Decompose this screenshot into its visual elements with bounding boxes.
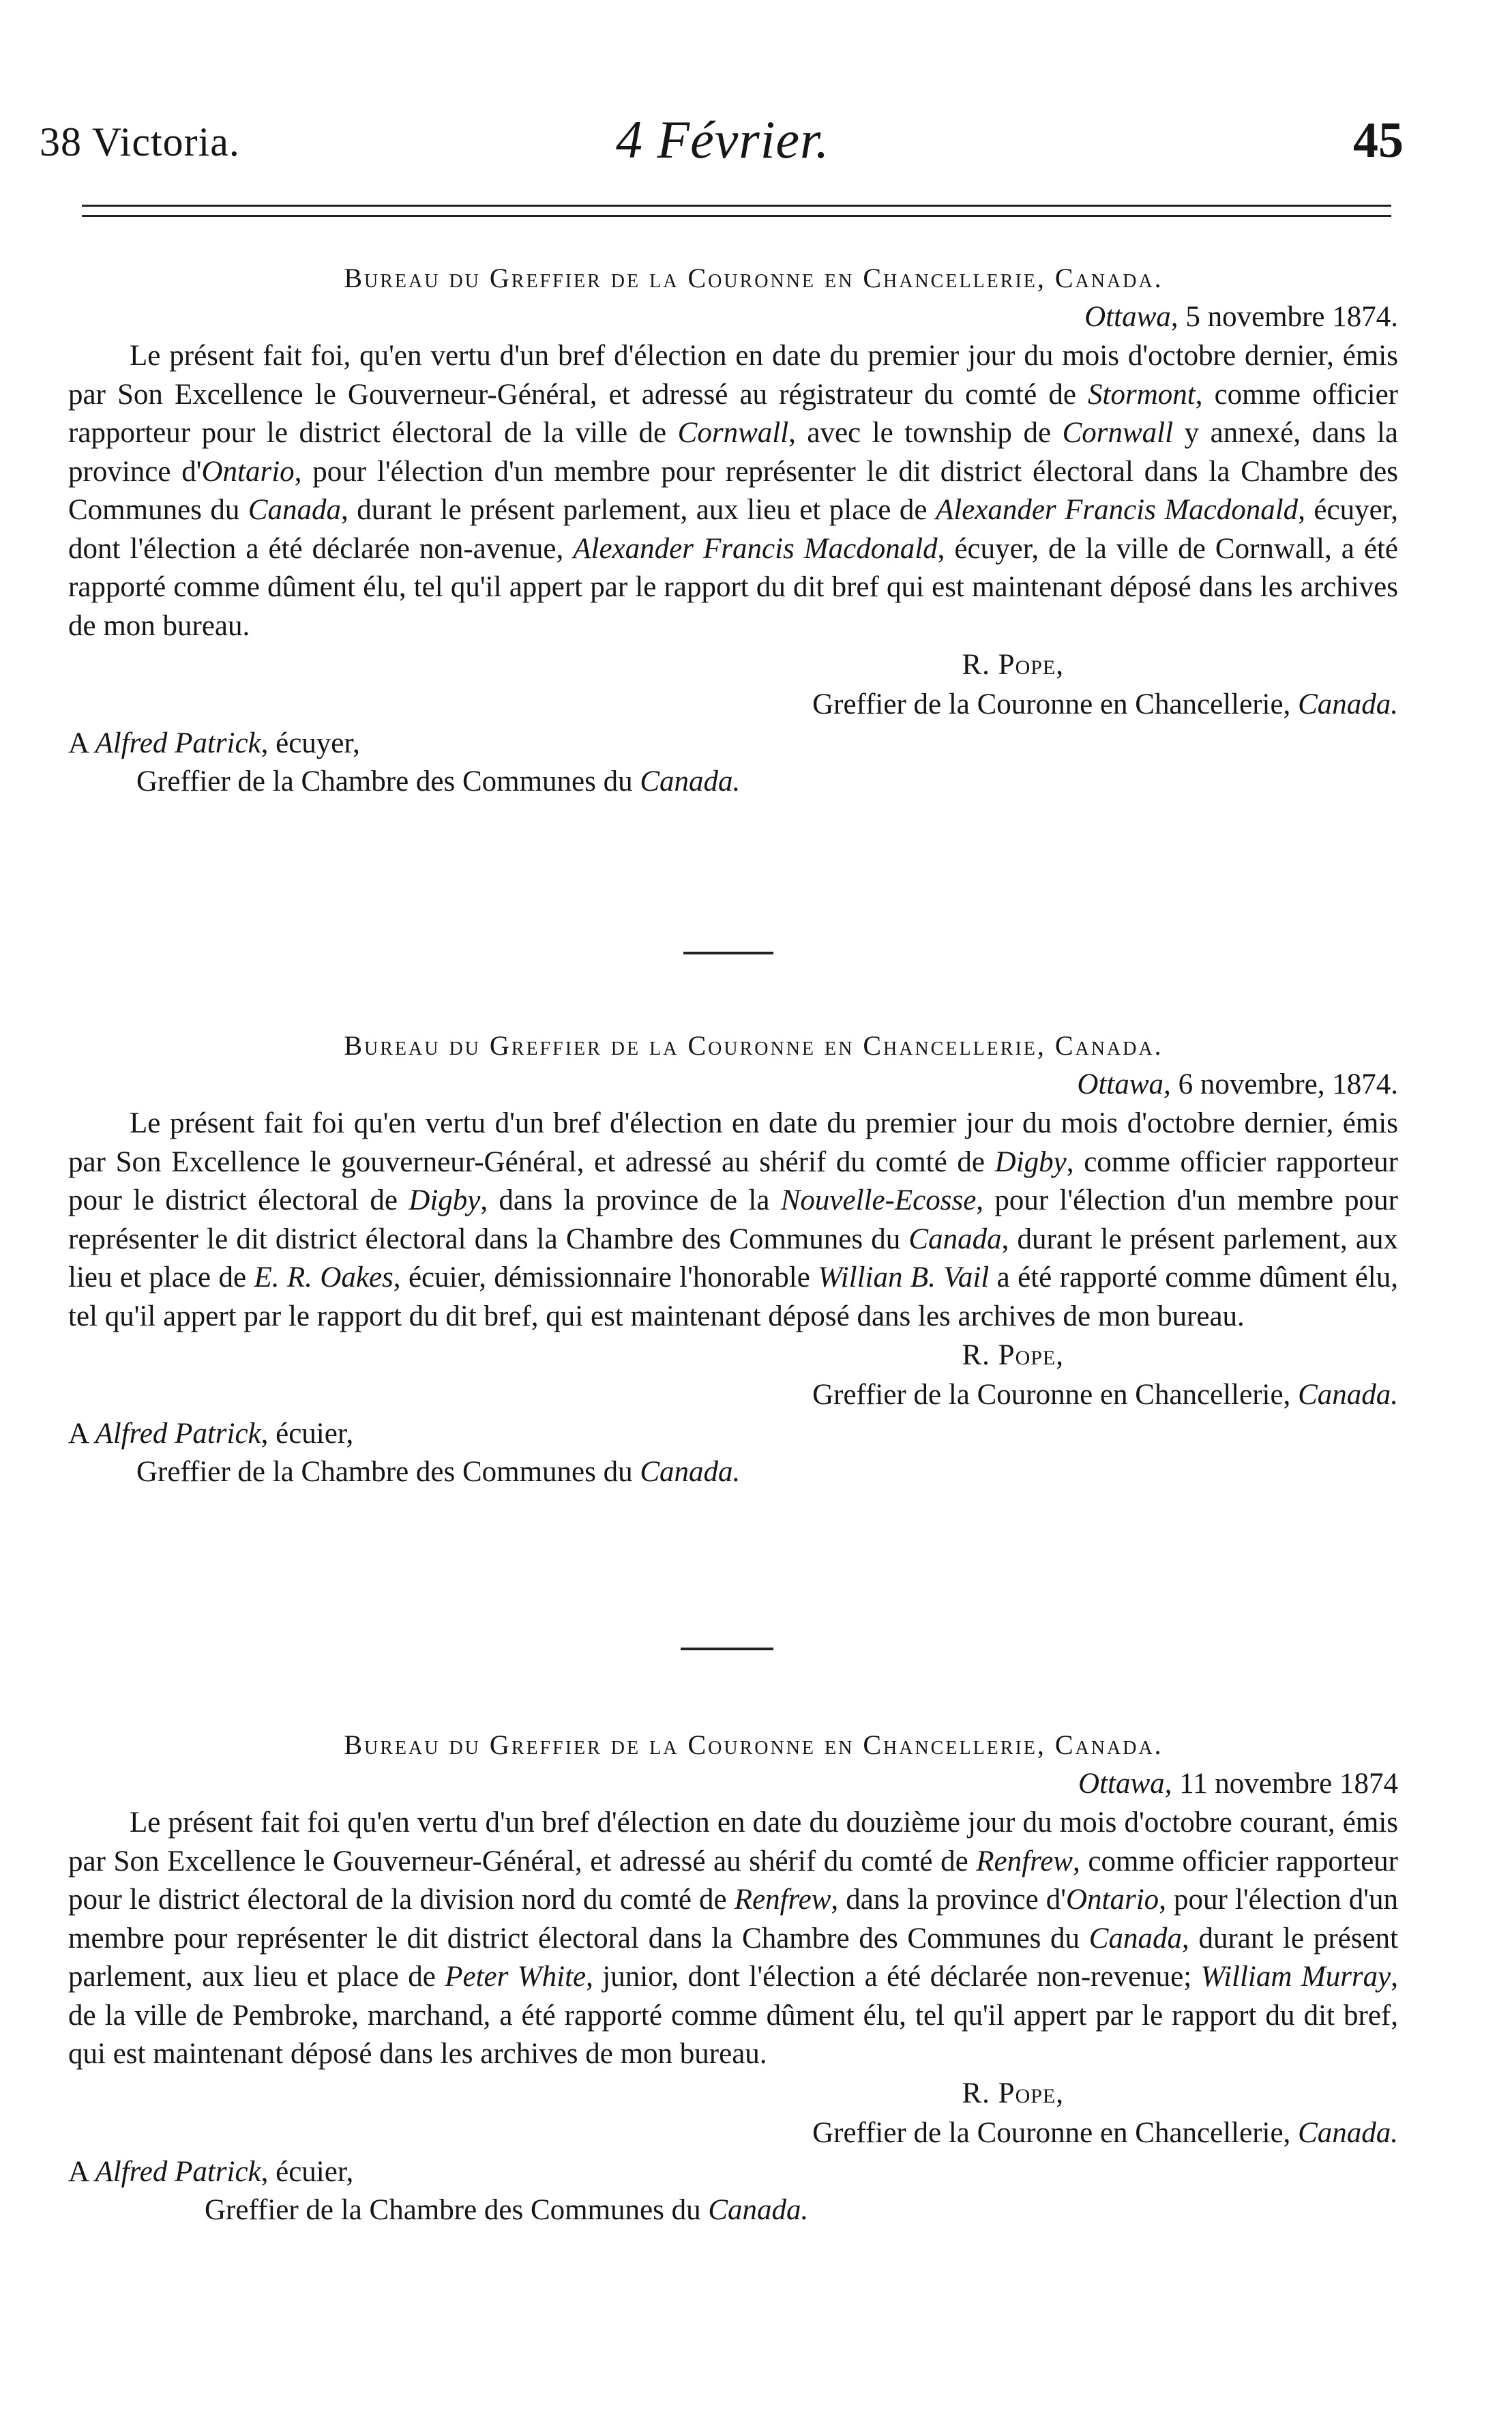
addressee-suffix: , écuyer, bbox=[261, 727, 360, 759]
header-double-rule bbox=[82, 205, 1391, 217]
body-italic: Cornwall bbox=[677, 417, 789, 449]
body-italic: Digby bbox=[409, 1184, 481, 1216]
running-header bbox=[40, 102, 1404, 177]
body-italic: Alexander Francis Macdonald bbox=[573, 532, 938, 565]
body-italic: Canada bbox=[248, 494, 341, 526]
body-italic: Canada bbox=[908, 1223, 1002, 1255]
body-text: , comme officier rapporteur pour le district électoral de bbox=[68, 1145, 1399, 1216]
addressee bbox=[68, 2153, 1398, 2191]
signatory-title-place: Canada. bbox=[1298, 1379, 1398, 1411]
addressee-name: Alfred Patrick bbox=[95, 1418, 261, 1450]
body-text: , comme officier rapporteur pour le district électoral de la ville de bbox=[68, 378, 1399, 449]
header-reign-year: 38 Victoria. bbox=[40, 119, 240, 164]
section-divider bbox=[683, 952, 773, 954]
body-text: , écuyer, dont l'élection a été déclarée non-avenue, bbox=[68, 494, 1398, 565]
body-italic: William Murray bbox=[1200, 1961, 1391, 1993]
notice-body bbox=[68, 1105, 1398, 1336]
notice-date bbox=[68, 297, 1398, 337]
body-text: , dans la province d' bbox=[831, 1884, 1066, 1916]
addressee-role-place: Canada. bbox=[640, 1456, 741, 1488]
signatory-title-place: Canada. bbox=[1298, 2116, 1398, 2149]
body-text: , avec le township de bbox=[788, 417, 1063, 449]
section-divider bbox=[681, 1648, 773, 1650]
body-italic: Nouvelle-Ecosse bbox=[780, 1184, 977, 1216]
notice-date-rest: 5 novembre 1874. bbox=[1185, 301, 1398, 333]
addressee-role-place: Canada. bbox=[708, 2193, 809, 2226]
notice-title: Bureau du Greffier de la Couronne en Chancellerie, Canada. bbox=[344, 263, 1163, 293]
body-italic: Renfrew bbox=[734, 1884, 831, 1916]
addressee-suffix: , écuier, bbox=[261, 1418, 354, 1450]
notice bbox=[68, 1726, 1398, 2229]
addressee-role bbox=[68, 1453, 1398, 1491]
notice-title: Bureau du Greffier de la Couronne en Chancellerie, Canada. bbox=[344, 1030, 1163, 1061]
addressee-role-text: Greffier de la Chambre des Communes du bbox=[136, 1456, 633, 1488]
notice bbox=[68, 1027, 1398, 1491]
body-text: , pour l'élection d'un membre pour représenter le dit district électoral dans la Chambre des Communes du bbox=[68, 455, 1398, 526]
addressee bbox=[68, 1415, 1398, 1453]
addressee-role-place: Canada. bbox=[640, 765, 741, 798]
body-italic: Ontario bbox=[1066, 1884, 1159, 1916]
body-text: , dans la province de la bbox=[480, 1184, 781, 1216]
body-text: , durant le présent parlement, aux lieu et place de bbox=[68, 1922, 1398, 1993]
notice-date-place: Ottawa, bbox=[1078, 1768, 1172, 1800]
notice-date-place: Ottawa, bbox=[1084, 301, 1179, 333]
notice-body bbox=[68, 1804, 1398, 2074]
body-text: , écuier, démissionnaire l'honorable bbox=[393, 1261, 818, 1293]
body-text: a été rapporté comme dûment élu, tel qu'il appert par le rapport du dit bref, qui est maintenant déposé dans les archives de mon bureau. bbox=[68, 1261, 1398, 1332]
body-text: , durant le présent parlement, aux lieu et place de bbox=[68, 1223, 1399, 1293]
header-date: 4 Février. bbox=[616, 110, 830, 169]
addressee-prefix: A bbox=[68, 2155, 88, 2188]
signatory-title bbox=[68, 2114, 1398, 2153]
addressee-prefix: A bbox=[68, 727, 88, 759]
body-text: , durant le présent parlement, aux lieu et place de bbox=[341, 494, 936, 526]
signatory-title-place: Canada. bbox=[1298, 688, 1398, 720]
body-italic: Ontario bbox=[201, 455, 295, 488]
body-text: , junior, dont l'élection a été déclarée non-revenue; bbox=[586, 1961, 1201, 1993]
signatory-title bbox=[68, 685, 1398, 725]
addressee-suffix: , écuier, bbox=[261, 2155, 354, 2188]
body-text: Le présent fait foi, qu'en vertu d'un bref d'élection en date du premier jour du mois d'octobre dernier, émis par Son Excellence le Gouverneur-Général, et adressé au régistrateur du comté de bbox=[68, 340, 1398, 411]
signatory-name: R. Pope, bbox=[962, 1339, 1064, 1371]
body-italic: Digby bbox=[994, 1145, 1067, 1178]
notice-date-rest: 11 novembre 1874 bbox=[1179, 1768, 1398, 1800]
notice bbox=[68, 259, 1398, 801]
signatory-name: R. Pope, bbox=[962, 649, 1064, 681]
notice-date-place: Ottawa, bbox=[1077, 1068, 1171, 1100]
signatory-title bbox=[68, 1375, 1398, 1415]
body-text: Le présent fait foi qu'en vertu d'un bref d'élection en date du douzième jour du mois d'octobre courant, émis par Son Excellence le Gouverneur-Général, et adressé au shérif du comté de bbox=[68, 1807, 1398, 1877]
body-italic: Renfrew bbox=[976, 1845, 1073, 1877]
body-italic: Willian B. Vail bbox=[818, 1261, 990, 1293]
addressee-role bbox=[68, 763, 1398, 801]
page-number: 45 bbox=[1353, 113, 1404, 169]
body-text: , de la ville de Pembroke, marchand, a été rapporté comme dûment élu, tel qu'il appert par le rapport du dit bref, qui est maintenant déposé dans les archives de mon bureau. bbox=[68, 1961, 1398, 2070]
addressee-role bbox=[68, 2191, 1398, 2229]
body-italic: Stormont bbox=[1088, 378, 1196, 411]
body-text: , pour l'élection d'un membre pour représenter le dit district électoral dans la Chambre des Communes du bbox=[68, 1884, 1399, 1955]
addressee-name: Alfred Patrick bbox=[95, 727, 261, 759]
notice-date bbox=[68, 1764, 1398, 1804]
notice-body bbox=[68, 337, 1398, 645]
notice-date bbox=[68, 1065, 1398, 1105]
body-text: y annexé, dans la province d' bbox=[68, 417, 1398, 488]
addressee-name: Alfred Patrick bbox=[95, 2155, 261, 2188]
signatory-title-text: Greffier de la Couronne en Chancellerie, bbox=[812, 1379, 1291, 1411]
addressee-prefix: A bbox=[68, 1418, 88, 1450]
signatory-title-text: Greffier de la Couronne en Chancellerie, bbox=[812, 688, 1291, 720]
notice-title: Bureau du Greffier de la Couronne en Chancellerie, Canada. bbox=[344, 1729, 1163, 1760]
body-text: Le présent fait foi qu'en vertu d'un bref d'élection en date du premier jour du mois d'octobre dernier, émis par Son Excellence le gouverneur-Général, et adressé au shérif du comté de bbox=[68, 1107, 1398, 1178]
body-italic: Cornwall bbox=[1062, 417, 1174, 449]
body-italic: Alexander Francis Macdonald bbox=[935, 494, 1299, 526]
signatory-title-text: Greffier de la Couronne en Chancellerie, bbox=[812, 2116, 1291, 2149]
body-italic: Canada bbox=[1088, 1922, 1182, 1955]
addressee bbox=[68, 725, 1398, 763]
addressee-role-text: Greffier de la Chambre des Communes du bbox=[205, 2193, 701, 2226]
addressee-role-text: Greffier de la Chambre des Communes du bbox=[136, 765, 633, 798]
body-text: , comme officier rapporteur pour le district électoral de la division nord du comté de bbox=[68, 1845, 1398, 1916]
body-text: , pour l'élection d'un membre pour représenter le dit district électoral dans la Chambre des Communes du bbox=[68, 1184, 1398, 1255]
notice-date-rest: 6 novembre, 1874. bbox=[1178, 1068, 1398, 1100]
body-italic: E. R. Oakes bbox=[254, 1261, 394, 1293]
body-italic: Peter White bbox=[445, 1961, 587, 1993]
body-text: , écuyer, de la ville de Cornwall, a été rapporté comme dûment élu, tel qu'il appert par le rapport du dit bref qui est maintenant déposé dans les archives de mon bureau. bbox=[68, 532, 1399, 642]
signatory-name: R. Pope, bbox=[962, 2077, 1064, 2109]
